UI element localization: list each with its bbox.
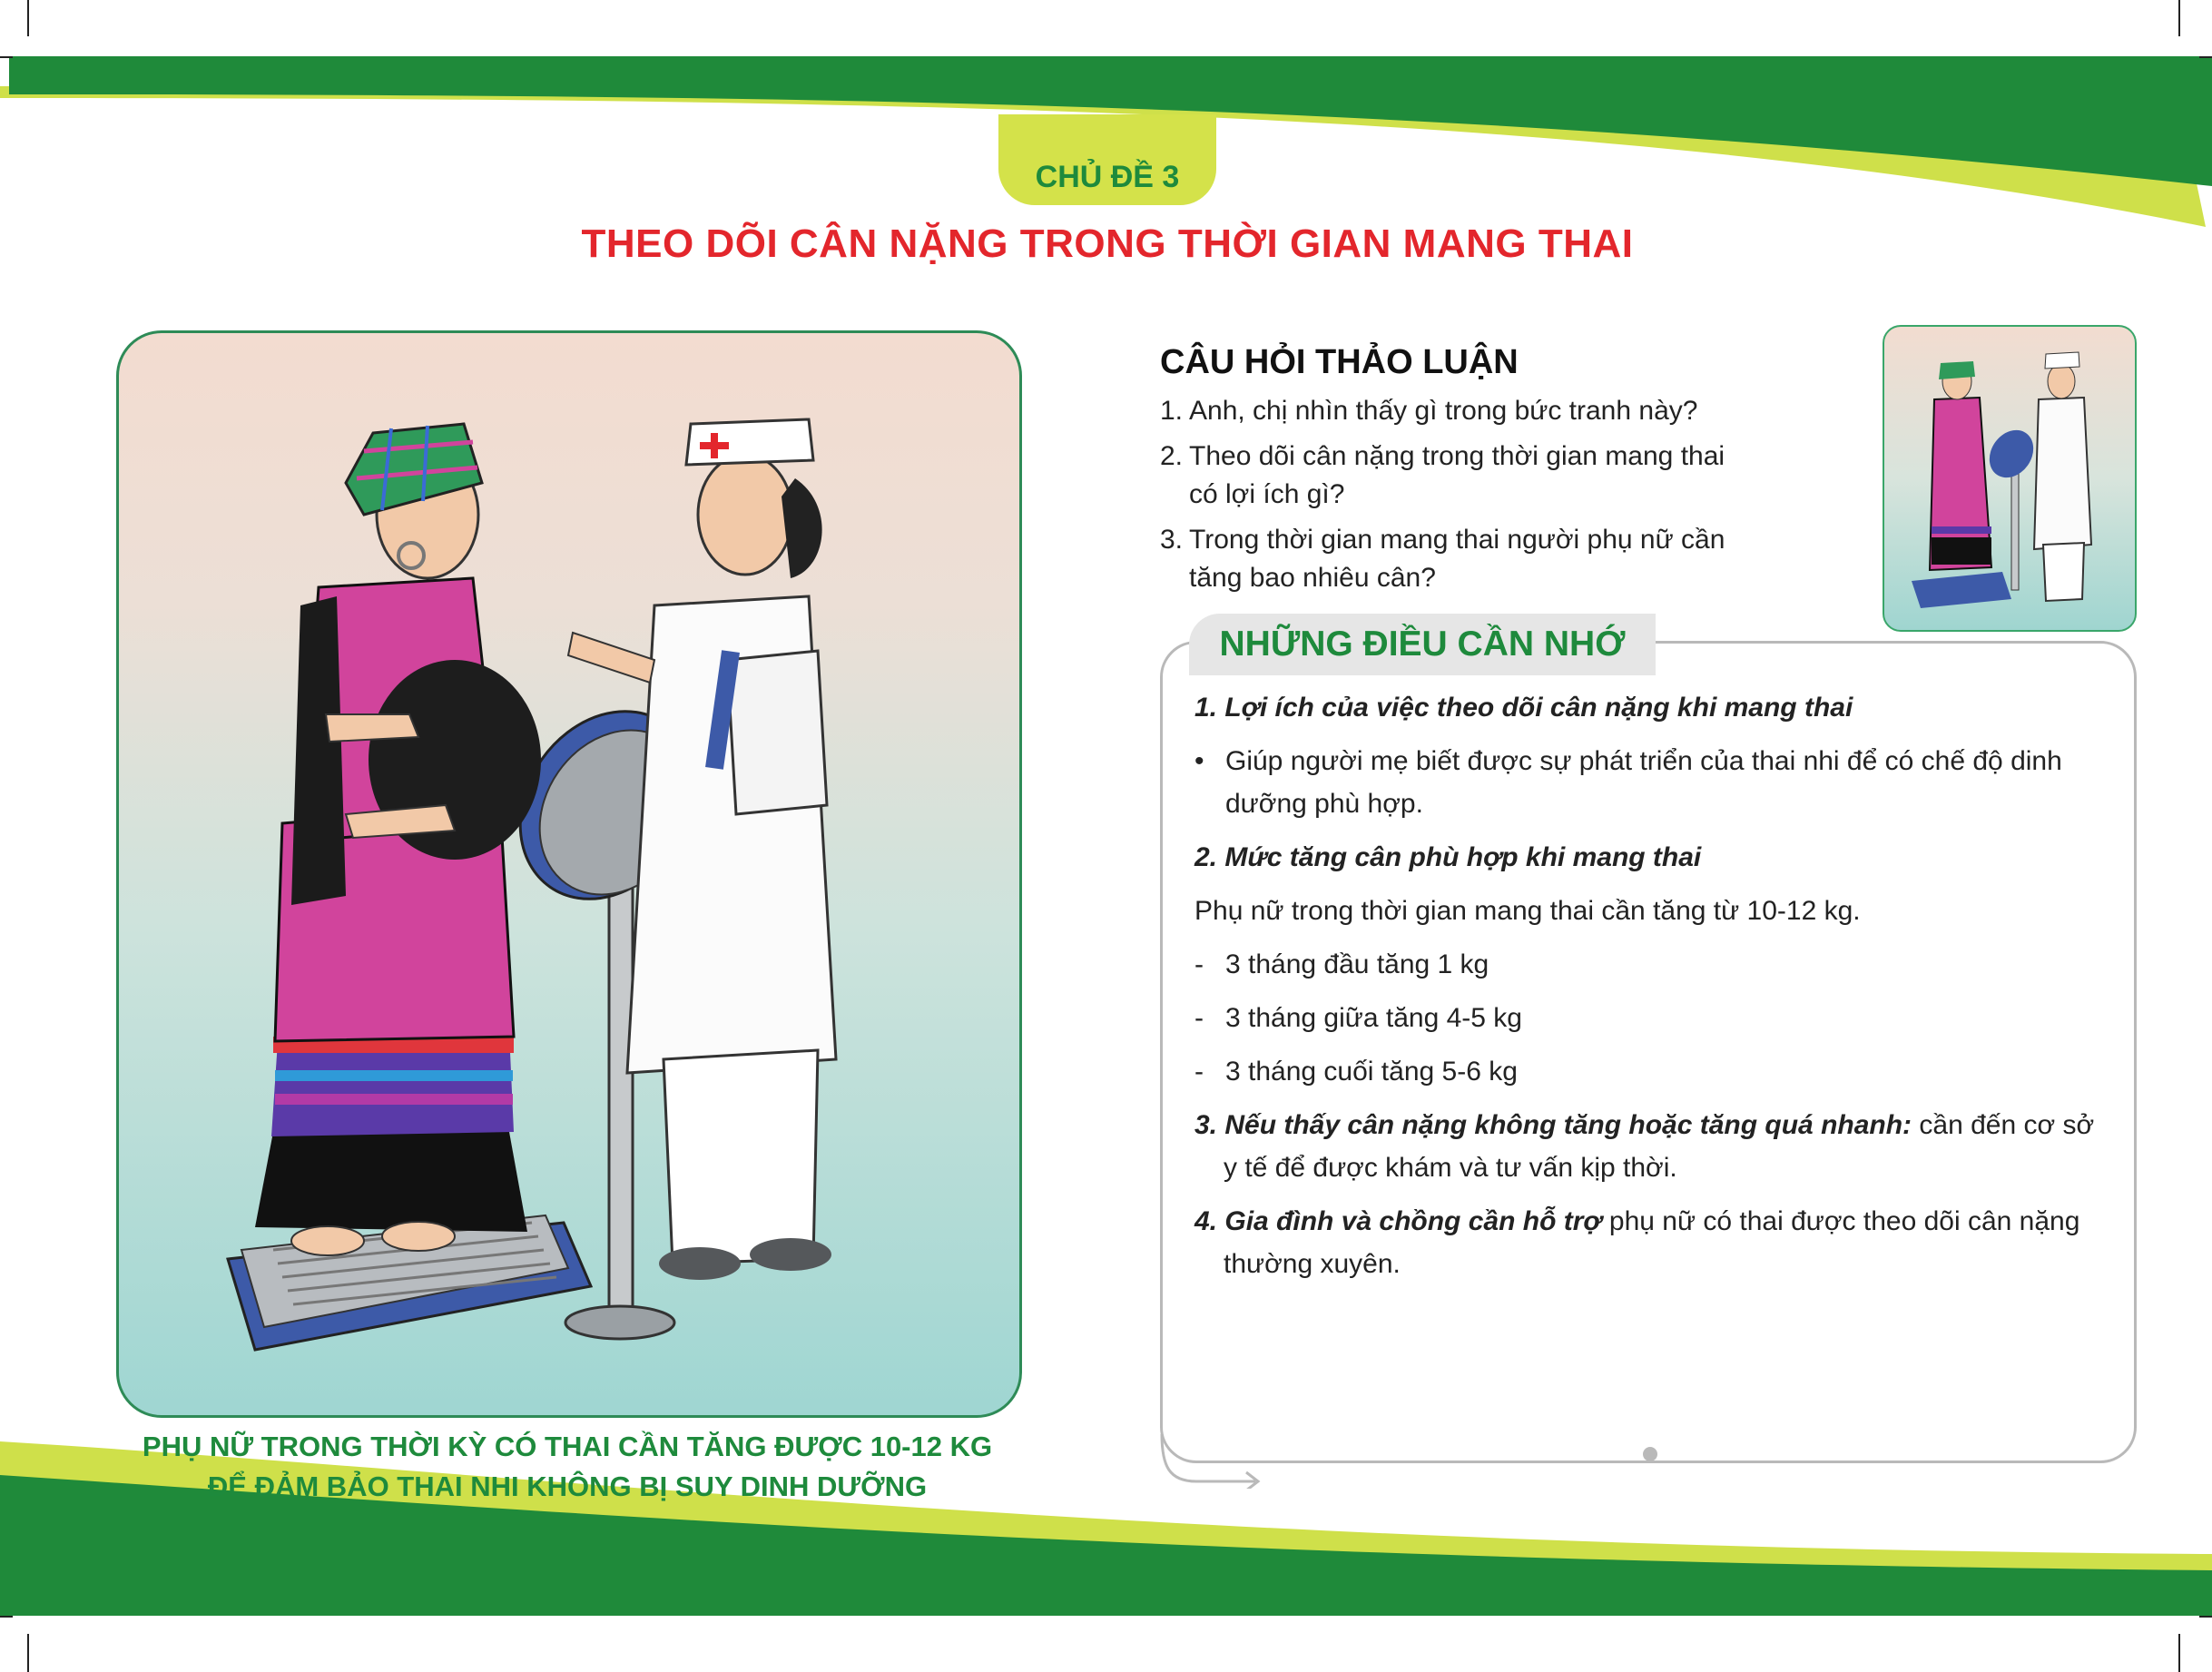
question-number: 2. [1160, 441, 1184, 471]
illustration-caption [118, 1427, 1017, 1507]
questions-list [1160, 392, 1741, 605]
crop-mark [0, 1616, 13, 1618]
section-2-item-text: 3 tháng cuối tăng 5-6 kg [1225, 1057, 1518, 1087]
notes-heading-tab [1189, 614, 1656, 675]
section-2-intro: Phụ nữ trong thời gian mang thai cần tăng từ 10-12 kg. [1194, 896, 1861, 926]
dash-marker: - [1194, 949, 1204, 979]
crop-mark [2199, 56, 2212, 58]
dash-marker: - [1194, 1003, 1204, 1033]
section-1-bullet-text: Giúp người mẹ biết được sự phát triển của thai nhi để có chế độ dinh dưỡng phù hợp. [1225, 746, 2062, 819]
pregnant-woman-and-nurse-drawing [119, 333, 1019, 1415]
dash-marker: - [1194, 1057, 1204, 1087]
section-3-text: cần đến cơ sở y tế để được khám và tư vấn kịp thời. [1224, 1110, 2095, 1183]
notes-heading: NHỮNG ĐIỀU CẦN NHỚ [1219, 625, 1626, 664]
section-3 [1194, 1104, 2102, 1189]
topic-badge-label: CHỦ ĐỀ 3 [1035, 160, 1180, 194]
page-title: THEO DÕI CÂN NẶNG TRONG THỜI GIAN MANG THAI [581, 221, 1634, 266]
topic-badge [998, 114, 1216, 205]
section-2-item [1194, 1050, 2102, 1093]
question-item [1160, 392, 1741, 430]
question-text: Anh, chị nhìn thấy gì trong bức tranh này? [1189, 396, 1698, 426]
illustration-thumbnail [1883, 325, 2137, 632]
crop-mark [0, 56, 13, 58]
notes-box-arrow [1160, 1434, 1269, 1489]
crop-mark [2178, 1634, 2180, 1672]
notes-content [1194, 686, 2102, 1296]
question-item [1160, 521, 1741, 597]
section-1-bullet [1194, 740, 2102, 825]
caption-line-2: ĐỂ ĐẢM BẢO THAI NHI KHÔNG BỊ SUY DINH DƯỠNG [207, 1470, 928, 1502]
crop-mark [27, 0, 29, 36]
question-number: 3. [1160, 525, 1184, 555]
section-2-item-text: 3 tháng đầu tăng 1 kg [1225, 949, 1489, 979]
weighing-illustration [116, 330, 1022, 1418]
bullet-marker: • [1194, 746, 1204, 776]
question-number: 1. [1160, 396, 1184, 426]
section-2-item-text: 3 tháng giữa tăng 4-5 kg [1225, 1003, 1522, 1033]
section-2-title: 2. Mức tăng cân phù hợp khi mang thai [1194, 842, 1702, 872]
question-text: Trong thời gian mang thai người phụ nữ cần tăng bao nhiêu cân? [1189, 525, 1725, 593]
crop-mark [2178, 0, 2180, 36]
section-4-text: phụ nữ có thai được theo dõi cân nặng thường xuyên. [1224, 1206, 2080, 1279]
section-4 [1194, 1200, 2102, 1285]
section-2-item [1194, 997, 2102, 1039]
caption-line-1: PHỤ NỮ TRONG THỜI KỲ CÓ THAI CẦN TĂNG ĐƯỢC 10-12 KG [142, 1431, 993, 1462]
notes-box-end-dot [1643, 1447, 1657, 1461]
thumbnail-drawing [1884, 327, 2135, 630]
section-4-lead: 4. Gia đình và chồng cần hỗ trợ [1194, 1206, 1602, 1236]
question-text: Theo dõi cân nặng trong thời gian mang thai có lợi ích gì? [1189, 441, 1725, 509]
section-2-item [1194, 943, 2102, 986]
crop-mark [27, 1634, 29, 1672]
questions-heading: CÂU HỎI THẢO LUẬN [1160, 343, 1519, 381]
crop-mark [2199, 1616, 2212, 1618]
question-item [1160, 438, 1741, 514]
section-1-title: 1. Lợi ích của việc theo dõi cân nặng khi mang thai [1194, 693, 1853, 723]
section-3-lead: 3. Nếu thấy cân nặng không tăng hoặc tăng quá nhanh: [1194, 1110, 1912, 1140]
